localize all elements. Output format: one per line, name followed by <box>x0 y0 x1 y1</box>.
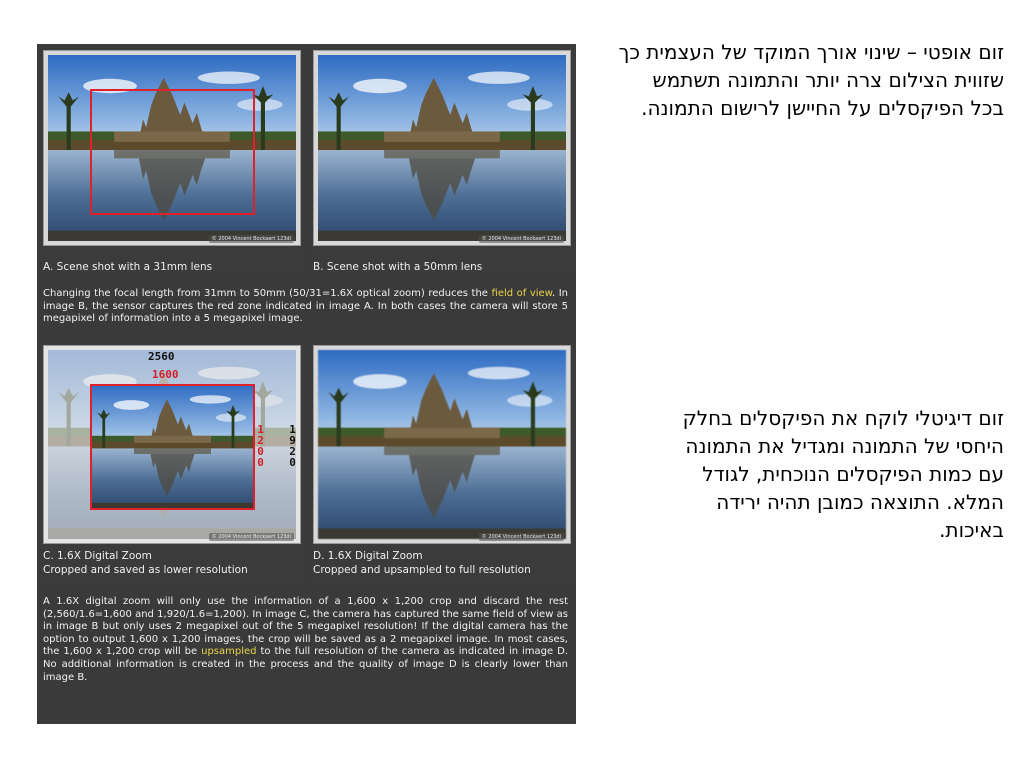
photo-a <box>43 50 301 246</box>
watermark: © 2004 Vincent Bockaert 123di <box>479 235 564 243</box>
watermark: © 2004 Vincent Bockaert 123di <box>479 533 564 541</box>
height-1200-label: 1 2 0 0 <box>257 423 264 469</box>
temple-photo <box>318 55 566 241</box>
panel-c <box>37 340 305 588</box>
highlight-field-of-view: field of view <box>491 288 552 299</box>
caption-d-line1: D. 1.6X Digital Zoom <box>313 550 423 562</box>
width-2560-label: 2560 <box>148 350 175 363</box>
photo-d <box>313 345 571 544</box>
watermark: © 2004 Vincent Bockaert 123di <box>209 533 294 541</box>
caption-a: A. Scene shot with a 31mm lens <box>43 261 213 273</box>
hebrew-digital-zoom-text: זום דיגיטלי לוקח את הפיקסלים בחלק היחסי של התמונה ומגדיל את התמונה עם כמות הפיקסלים הנוכחית, לגודל המלא. התוצאה כמובן תהיה ירידה באיכות. <box>682 406 1004 542</box>
caption-c-line2: Cropped and saved as lower resolution <box>43 564 248 576</box>
paragraph-optical-zoom: Changing the focal length from 31mm to 50mm (50/31=1.6X optical zoom) reduces the field of view. In image B, the sensor captures the red zone indicated in image A. In both cases the camera will store 5 megapixel of information into a 5 megapixel image. <box>43 288 568 325</box>
photo-c <box>43 345 301 544</box>
panel-b <box>307 44 576 278</box>
paragraph-digital-zoom: A 1.6X digital zoom will only use the information of a 1,600 x 1,200 crop and discard the rest (2,560/1.6=1,600 and 1,920/1.6=1,200). In image C, the camera has captured the same field of view as in image B but only uses 2 megapixel out of the 5 megapixel resolution! If the digital camera has the option to output 1,600 x 1,200 images, the crop will be saved as a 2 megapixel image. In most cases, the 1,600 x 1,200 crop will be upsampled to the full resolution of the camera as indicated in image D. No additional information is created in the process and the quality of image D is clearly lower than image B. <box>43 596 568 683</box>
width-1600-label: 1600 <box>152 368 179 381</box>
photo-b <box>313 50 571 246</box>
caption-d-line2: Cropped and upsampled to full resolution <box>313 564 531 576</box>
panel-d <box>307 340 576 588</box>
caption-c-line1: C. 1.6X Digital Zoom <box>43 550 152 562</box>
hebrew-optical-zoom-text: זום אופטי – שינוי אורך המוקד של העצמית כך שזווית הצילום צרה יותר והתמונה תשתמש בכל הפיקסלים על החיישן לרישום התמונה. <box>618 40 1004 120</box>
upsampled-temple-photo <box>318 350 566 539</box>
watermark: © 2004 Vincent Bockaert 123di <box>209 235 294 243</box>
height-1920-label: 1 9 2 0 <box>289 423 296 469</box>
red-crop-zone <box>90 89 255 215</box>
digital-zoom-figure <box>37 44 576 724</box>
highlight-upsampled: upsampled <box>201 646 257 658</box>
caption-b: B. Scene shot with a 50mm lens <box>313 261 483 273</box>
red-crop-zone <box>90 384 255 510</box>
panel-a <box>37 44 305 278</box>
